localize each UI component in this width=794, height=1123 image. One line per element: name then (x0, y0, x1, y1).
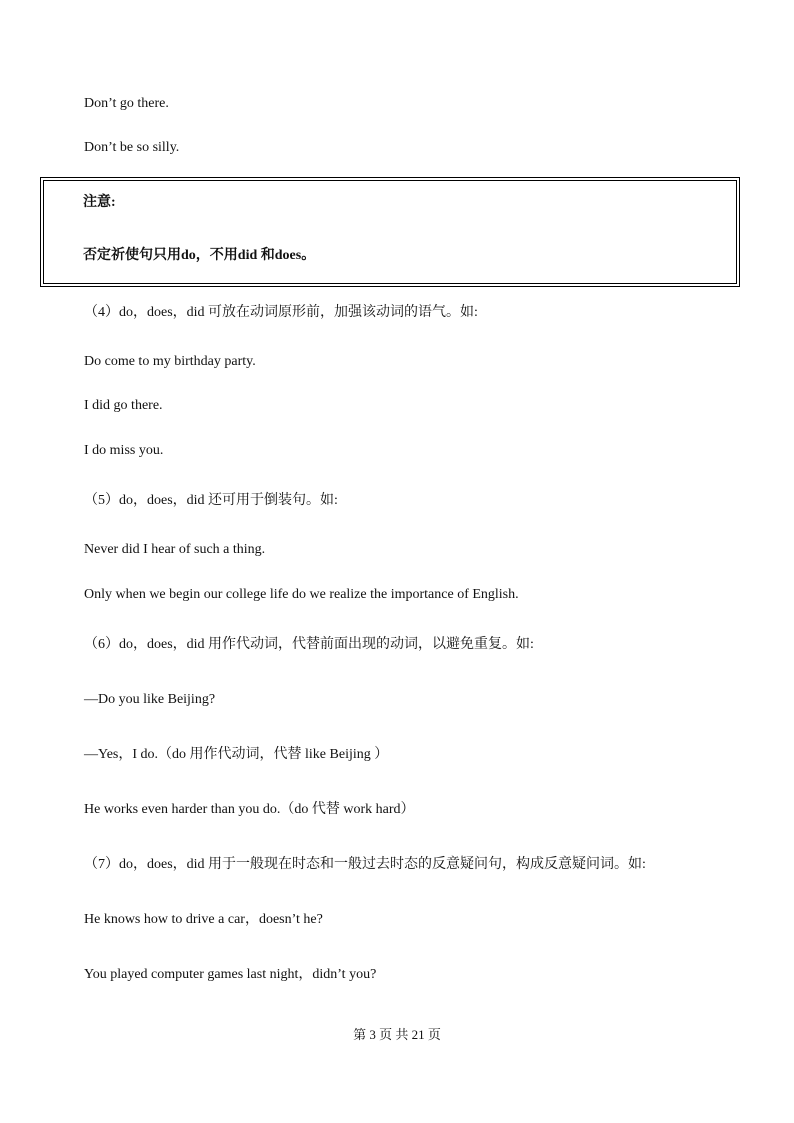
section-heading-4: （4）do，does，did 可放在动词原形前，加强该动词的语气。如: (84, 305, 478, 320)
section-heading-7: （7）do，does，did 用于一般现在时态和一般过去时态的反意疑问句，构成反意疑问词。如: (84, 857, 646, 872)
example-line: Do come to my birthday party. (84, 354, 256, 369)
example-line: He knows how to drive a car，doesn’t he? (84, 912, 323, 927)
note-text: 否定祈使句只用do，不用did 和does。 (83, 248, 316, 263)
example-line: Never did I hear of such a thing. (84, 542, 266, 557)
section-heading-5: （5）do，does，did 还可用于倒装句。如: (84, 493, 338, 508)
example-line: I do miss you. (84, 443, 164, 458)
example-line: —Yes，I do.（do 用作代动词，代替 like Beijing ） (84, 747, 389, 762)
example-line: Don’t go there. (84, 96, 169, 111)
page-footer: 第 3 页 共 21 页 (353, 1027, 441, 1042)
section-heading-6: （6）do，does，did 用作代动词，代替前面出现的动词，以避免重复。如: (84, 637, 534, 652)
note-title: 注意: (83, 195, 116, 210)
example-line: I did go there. (84, 398, 163, 413)
example-line: He works even harder than you do.（do 代替 work hard） (84, 802, 415, 817)
note-box (40, 177, 740, 287)
example-line: Only when we begin our college life do we realize the importance of English. (84, 587, 519, 602)
example-line: —Do you like Beijing? (84, 692, 216, 707)
example-line: Don’t be so silly. (84, 140, 180, 155)
example-line: You played computer games last night，didn’t you? (84, 967, 377, 982)
